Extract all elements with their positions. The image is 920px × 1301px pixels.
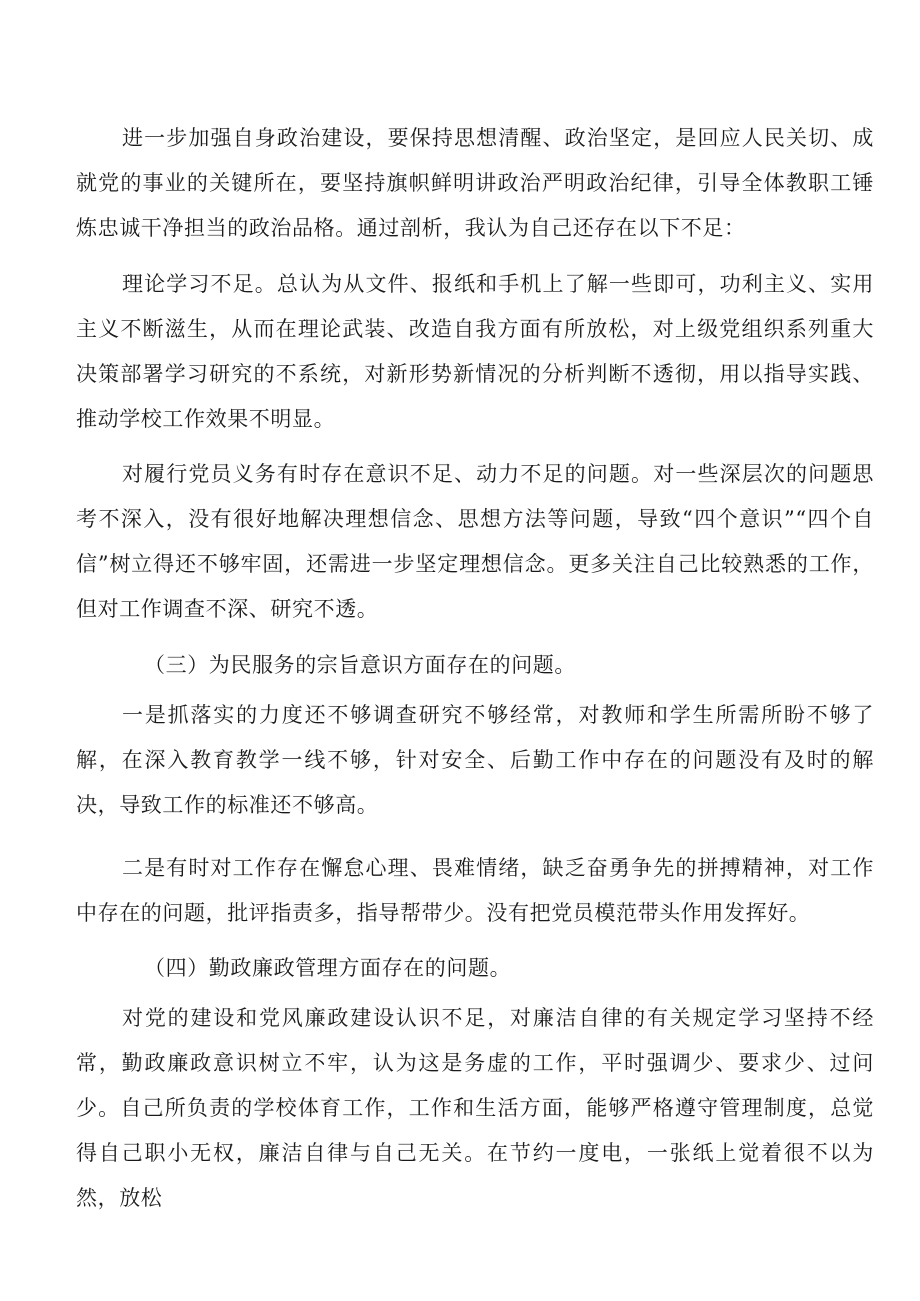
paragraph-point-two: 二是有时对工作存在懈怠心理、畏难情绪，缺乏奋勇争先的拼搏精神，对工作中存在的问题，批评指责多，指导帮带少。没有把党员模范带头作用发挥好。 — [76, 856, 874, 925]
section-heading-3: （三）为民服务的宗旨意识方面存在的问题。 — [144, 653, 576, 677]
paragraph-political-building: 进一步加强自身政治建设，要保持思想清醒、政治坚定，是回应人民关切、成就党的事业的关键所在，要坚持旗帜鲜明讲政治严明政治纪律，引导全体教职工锤炼忠诚干净担当的政治品格。通过剖析，我认为自己还存在以下不足： — [76, 126, 874, 240]
section-heading-4: （四）勤政廉政管理方面存在的问题。 — [144, 956, 512, 980]
paragraph-theory-study: 理论学习不足。总认为从文件、报纸和手机上了解一些即可，功利主义、实用主义不断滋生，从而在理论武装、改造自我方面有所放松，对上级党组织系列重大决策部署学习研究的不系统，对新形势新情况的分析判断不透彻，用以指导实践、推动学校工作效果不明显。 — [76, 272, 874, 431]
paragraph-party-duty: 对履行党员义务有时存在意识不足、动力不足的问题。对一些深层次的问题思考不深入，没有很好地解决理想信念、思想方法等问题，导致“四个意识”“四个自信”树立得还不够牢固，还需进一步坚定理想信念。更多关注自己比较熟悉的工作，但对工作调查不深、研究不透。 — [76, 462, 874, 621]
paragraph-point-one: 一是抓落实的力度还不够调查研究不够经常，对教师和学生所需所盼不够了解，在深入教育教学一线不够，针对安全、后勤工作中存在的问题没有及时的解决，导致工作的标准还不够高。 — [76, 703, 874, 817]
paragraph-integrity: 对党的建设和党风廉政建设认识不足，对廉洁自律的有关规定学习坚持不经常，勤政廉政意识树立不牢，认为这是务虚的工作，平时强调少、要求少、过问少。自己所负责的学校体育工作，工作和生活方面，能够严格遵守管理制度，总觉得自己职小无权，廉洁自律与自己无关。在节约一度电，一张纸上觉着很不以为然，放松 — [76, 1006, 874, 1210]
